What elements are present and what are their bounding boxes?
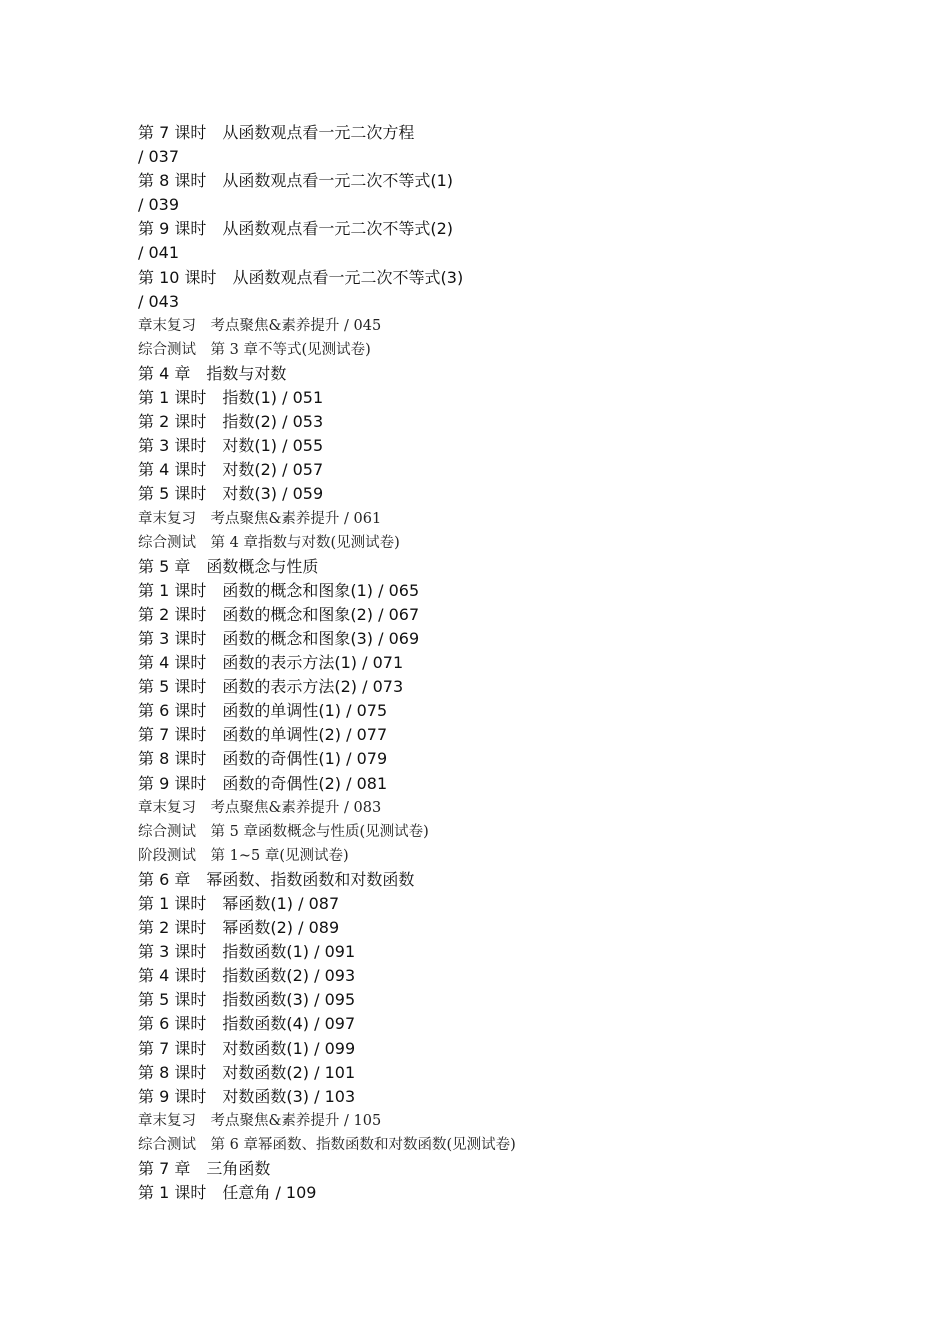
toc-line: 第 7 章 三角函数 <box>138 1159 271 1179</box>
toc-line: 第 4 课时 函数的表示方法(1) / 071 <box>138 653 404 673</box>
toc-line: / 039 <box>138 195 180 215</box>
toc-line: 章末复习 考点聚焦&素养提升 / 105 <box>138 1112 382 1129</box>
toc-line: 第 1 课时 指数(1) / 051 <box>138 388 324 408</box>
toc-line: 第 4 章 指数与对数 <box>138 363 287 383</box>
toc-line: 综合测试 第 6 章幂函数、指数函数和对数函数(见测试卷) <box>138 1136 516 1153</box>
toc-line: 章末复习 考点聚焦&素养提升 / 083 <box>138 799 382 816</box>
toc-line: 第 2 课时 指数(2) / 053 <box>138 412 324 432</box>
table-of-contents <box>138 121 838 1205</box>
toc-line: 第 8 课时 函数的奇偶性(1) / 079 <box>138 749 388 769</box>
toc-line: 第 7 课时 对数函数(1) / 099 <box>138 1038 356 1058</box>
toc-line: 第 6 课时 指数函数(4) / 097 <box>138 1014 356 1034</box>
toc-line: 阶段测试 第 1~5 章(见测试卷) <box>138 847 349 864</box>
toc-line: 第 7 课时 函数的单调性(2) / 077 <box>138 725 388 745</box>
toc-line: 第 10 课时 从函数观点看一元二次不等式(3) <box>138 267 464 287</box>
toc-line: 综合测试 第 3 章不等式(见测试卷) <box>138 341 371 358</box>
toc-line: 第 5 章 函数概念与性质 <box>138 556 319 576</box>
toc-line: 第 3 课时 指数函数(1) / 091 <box>138 942 356 962</box>
toc-line: 第 5 课时 对数(3) / 059 <box>138 484 324 504</box>
toc-line: 第 6 课时 函数的单调性(1) / 075 <box>138 701 388 721</box>
toc-line: / 037 <box>138 147 180 167</box>
toc-line: 综合测试 第 5 章函数概念与性质(见测试卷) <box>138 823 429 840</box>
toc-line: 第 1 课时 任意角 / 109 <box>138 1183 317 1203</box>
toc-line: 第 5 课时 指数函数(3) / 095 <box>138 990 356 1010</box>
toc-line: 第 4 课时 对数(2) / 057 <box>138 460 324 480</box>
toc-line: 第 9 课时 对数函数(3) / 103 <box>138 1086 356 1106</box>
toc-line: 第 4 课时 指数函数(2) / 093 <box>138 966 356 986</box>
toc-line: 第 8 课时 对数函数(2) / 101 <box>138 1062 356 1082</box>
toc-line: 第 3 课时 函数的概念和图象(3) / 069 <box>138 628 420 648</box>
toc-line: 综合测试 第 4 章指数与对数(见测试卷) <box>138 534 400 551</box>
toc-line: 第 5 课时 函数的表示方法(2) / 073 <box>138 677 404 697</box>
toc-line: 第 1 课时 幂函数(1) / 087 <box>138 894 340 913</box>
toc-line: / 043 <box>138 291 180 311</box>
toc-line: 第 7 课时 从函数观点看一元二次方程 <box>138 123 415 142</box>
toc-line: 第 8 课时 从函数观点看一元二次不等式(1) <box>138 171 454 191</box>
toc-line: / 041 <box>138 243 180 263</box>
toc-line: 第 1 课时 函数的概念和图象(1) / 065 <box>138 580 420 600</box>
toc-line: 章末复习 考点聚焦&素养提升 / 061 <box>138 510 382 527</box>
toc-line: 第 2 课时 函数的概念和图象(2) / 067 <box>138 604 420 624</box>
toc-line: 第 6 章 幂函数、指数函数和对数函数 <box>138 869 415 889</box>
toc-line: 第 9 课时 从函数观点看一元二次不等式(2) <box>138 219 454 239</box>
toc-line: 第 3 课时 对数(1) / 055 <box>138 436 324 456</box>
toc-line: 章末复习 考点聚焦&素养提升 / 045 <box>138 317 382 334</box>
toc-line: 第 9 课时 函数的奇偶性(2) / 081 <box>138 773 388 793</box>
toc-line: 第 2 课时 幂函数(2) / 089 <box>138 918 340 938</box>
